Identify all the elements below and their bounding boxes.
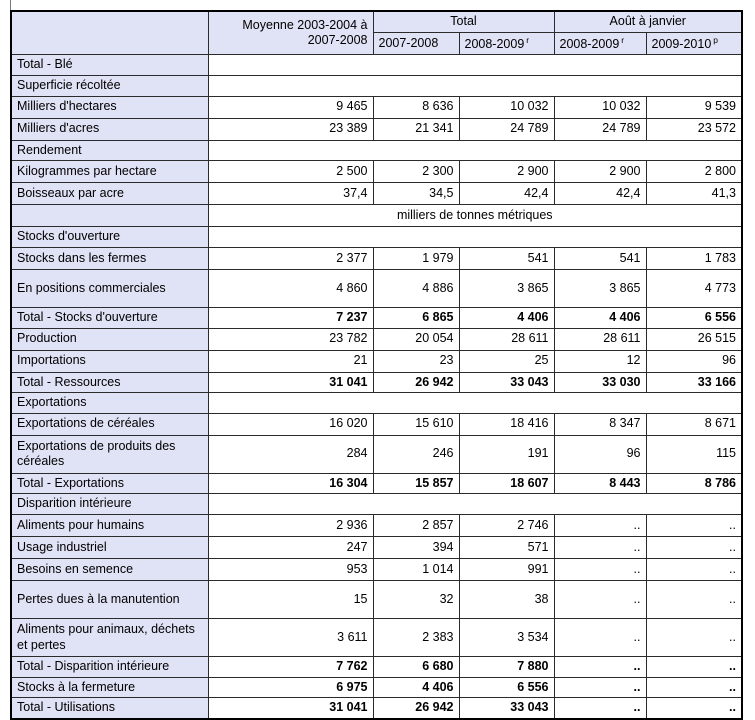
data-cell: .. [554, 515, 646, 537]
section-header-label: Exportations [11, 393, 208, 414]
header-group-august-january: Août à janvier [554, 11, 742, 32]
data-cell: 2 746 [459, 515, 554, 537]
data-cell: .. [554, 657, 646, 678]
data-cell: 3 611 [208, 619, 373, 657]
row-label: En positions commerciales [11, 269, 208, 307]
data-cell: .. [646, 581, 742, 619]
table-row [11, 559, 742, 581]
table-row [11, 677, 742, 698]
table-row [11, 350, 742, 372]
data-cell: 20 054 [373, 328, 459, 350]
header-total-2007-2008 [373, 32, 459, 55]
header-total-2008-2009 [459, 32, 554, 55]
row-label: Pertes dues à la manutention [11, 581, 208, 619]
table-row [11, 619, 742, 657]
data-cell: .. [554, 677, 646, 698]
header-total-2008-2009-superscript: r [526, 34, 530, 45]
table-row [11, 183, 742, 205]
data-cell: .. [554, 698, 646, 719]
table-row [11, 537, 742, 559]
header-group-total: Total [373, 11, 554, 32]
data-cell: 115 [646, 435, 742, 473]
data-cell: 4 773 [646, 269, 742, 307]
data-cell: 9 539 [646, 96, 742, 118]
data-cell: 2 500 [208, 161, 373, 183]
data-cell: 31 041 [208, 698, 373, 719]
table-row [11, 413, 742, 435]
data-cell: 37,4 [208, 183, 373, 205]
data-cell: 12 [554, 350, 646, 372]
row-label: Importations [11, 350, 208, 372]
data-cell: 7 237 [208, 307, 373, 328]
data-cell: 2 377 [208, 247, 373, 269]
data-cell: 6 556 [459, 677, 554, 698]
table-row [11, 307, 742, 328]
data-cell: 1 979 [373, 247, 459, 269]
data-cell: 41,3 [646, 183, 742, 205]
total-row-label: Total - Exportations [11, 473, 208, 494]
section-blank-cell [208, 76, 742, 97]
data-cell: 23 389 [208, 118, 373, 140]
section-blank-cell [208, 140, 742, 161]
table-row [11, 657, 742, 678]
data-cell: 953 [208, 559, 373, 581]
header-average-line1: Moyenne 2003-2004 à [242, 17, 368, 32]
data-cell: .. [646, 559, 742, 581]
data-cell: .. [646, 677, 742, 698]
data-cell: 21 341 [373, 118, 459, 140]
data-cell: 16 304 [208, 473, 373, 494]
header-corner-cell [11, 11, 208, 55]
row-label: Besoins en semence [11, 559, 208, 581]
data-cell: 7 762 [208, 657, 373, 678]
data-cell: 541 [554, 247, 646, 269]
data-cell: 6 865 [373, 307, 459, 328]
data-cell: .. [646, 657, 742, 678]
row-label: Kilogrammes par hectare [11, 161, 208, 183]
data-cell: 15 610 [373, 413, 459, 435]
total-row-label: Total - Utilisations [11, 698, 208, 719]
row-label: Exportations de produits des céréales [11, 435, 208, 473]
table-row [11, 581, 742, 619]
data-cell: 33 030 [554, 372, 646, 393]
row-label: Stocks dans les fermes [11, 247, 208, 269]
header-augjan-2009-2010-superscript: p [713, 34, 719, 45]
data-cell: 246 [373, 435, 459, 473]
data-cell: 6 975 [208, 677, 373, 698]
data-cell: 21 [208, 350, 373, 372]
data-cell: 25 [459, 350, 554, 372]
data-cell: 42,4 [554, 183, 646, 205]
data-cell: 2 900 [554, 161, 646, 183]
data-cell: 8 347 [554, 413, 646, 435]
data-cell: 8 443 [554, 473, 646, 494]
data-cell: 23 572 [646, 118, 742, 140]
table-row [11, 372, 742, 393]
data-cell: 8 671 [646, 413, 742, 435]
total-row-label: Stocks à la fermeture [11, 677, 208, 698]
row-label: Milliers d'acres [11, 118, 208, 140]
data-cell: 23 [373, 350, 459, 372]
row-label: Milliers d'hectares [11, 96, 208, 118]
table-row [11, 269, 742, 307]
header-total-2007-2008-label: 2007-2008 [378, 35, 439, 50]
row-label: Production [11, 328, 208, 350]
data-cell: 33 043 [459, 698, 554, 719]
data-cell: 26 942 [373, 372, 459, 393]
data-cell: 10 032 [459, 96, 554, 118]
data-cell: 33 043 [459, 372, 554, 393]
table-row [11, 140, 742, 161]
data-cell: 26 515 [646, 328, 742, 350]
data-cell: 8 636 [373, 96, 459, 118]
table-row [11, 247, 742, 269]
table-body [11, 55, 742, 719]
data-cell: 2 857 [373, 515, 459, 537]
row-label: Boisseaux par acre [11, 183, 208, 205]
section-header-label: Disparition intérieure [11, 494, 208, 515]
data-cell: 33 166 [646, 372, 742, 393]
table-row [11, 161, 742, 183]
header-total-2008-2009-label: 2008-2009 [464, 36, 525, 51]
data-cell: 2 900 [459, 161, 554, 183]
data-cell: 4 406 [554, 307, 646, 328]
data-cell: 2 300 [373, 161, 459, 183]
table-row [11, 205, 742, 227]
section-header-label: Rendement [11, 140, 208, 161]
section-blank-cell [208, 227, 742, 248]
data-cell: 7 880 [459, 657, 554, 678]
data-cell: 34,5 [373, 183, 459, 205]
data-cell: 38 [459, 581, 554, 619]
data-cell: 991 [459, 559, 554, 581]
data-cell: 15 857 [373, 473, 459, 494]
data-cell: 541 [459, 247, 554, 269]
section-blank-cell [208, 494, 742, 515]
data-cell: 10 032 [554, 96, 646, 118]
data-cell: .. [554, 619, 646, 657]
data-cell: 394 [373, 537, 459, 559]
data-cell: .. [646, 698, 742, 719]
data-cell: 42,4 [459, 183, 554, 205]
total-row-label: Total - Disparition intérieure [11, 657, 208, 678]
header-average-period [208, 11, 373, 55]
data-cell: 4 406 [373, 677, 459, 698]
row-label: Aliments pour animaux, déchets et pertes [11, 619, 208, 657]
header-augjan-2009-2010-label: 2009-2010 [651, 36, 712, 51]
section-header-label: Stocks d'ouverture [11, 227, 208, 248]
table-row [11, 393, 742, 414]
header-augjan-2008-2009 [554, 32, 646, 55]
section-blank-cell [208, 55, 742, 76]
data-cell: 284 [208, 435, 373, 473]
table-row [11, 328, 742, 350]
data-cell: .. [554, 537, 646, 559]
data-cell: 6 680 [373, 657, 459, 678]
data-cell: 4 860 [208, 269, 373, 307]
data-cell: 15 [208, 581, 373, 619]
data-cell: 9 465 [208, 96, 373, 118]
table-row [11, 515, 742, 537]
table-row [11, 227, 742, 248]
data-cell: 2 936 [208, 515, 373, 537]
data-cell: 571 [459, 537, 554, 559]
data-cell: 1 014 [373, 559, 459, 581]
row-label: Usage industriel [11, 537, 208, 559]
data-cell: 3 865 [459, 269, 554, 307]
wheat-supply-disposition-table [10, 10, 743, 720]
data-cell: .. [646, 515, 742, 537]
data-cell: 28 611 [459, 328, 554, 350]
total-row-label: Total - Stocks d'ouverture [11, 307, 208, 328]
section-header-label: Superficie récoltée [11, 76, 208, 97]
header-augjan-2008-2009-superscript: r [621, 34, 625, 45]
data-cell: 96 [554, 435, 646, 473]
header-augjan-2009-2010 [646, 32, 742, 55]
table-row [11, 118, 742, 140]
data-cell: 4 886 [373, 269, 459, 307]
data-cell: 96 [646, 350, 742, 372]
data-cell: .. [554, 581, 646, 619]
data-cell: 26 942 [373, 698, 459, 719]
row-label: Aliments pour humains [11, 515, 208, 537]
data-cell: 3 534 [459, 619, 554, 657]
row-label [11, 205, 208, 227]
data-cell: 2 800 [646, 161, 742, 183]
data-cell: 18 416 [459, 413, 554, 435]
section-blank-cell [208, 393, 742, 414]
total-row-label: Total - Ressources [11, 372, 208, 393]
data-cell: 24 789 [459, 118, 554, 140]
table-row [11, 494, 742, 515]
table-row [11, 76, 742, 97]
data-cell: 28 611 [554, 328, 646, 350]
table-row [11, 435, 742, 473]
data-cell: 8 786 [646, 473, 742, 494]
data-cell: 32 [373, 581, 459, 619]
data-cell: 6 556 [646, 307, 742, 328]
data-cell: 16 020 [208, 413, 373, 435]
data-cell: 191 [459, 435, 554, 473]
data-cell: 3 865 [554, 269, 646, 307]
data-cell: 31 041 [208, 372, 373, 393]
data-cell: 2 383 [373, 619, 459, 657]
data-cell: 23 782 [208, 328, 373, 350]
data-cell: .. [554, 559, 646, 581]
table-row [11, 698, 742, 719]
section-header-label: Total - Blé [11, 55, 208, 76]
table-row [11, 96, 742, 118]
data-cell: 18 607 [459, 473, 554, 494]
table-row [11, 55, 742, 76]
table-header [11, 11, 742, 55]
header-average-line2: 2007-2008 [307, 33, 368, 48]
header-row-groups [11, 11, 742, 32]
data-cell: 24 789 [554, 118, 646, 140]
data-cell: .. [646, 537, 742, 559]
header-augjan-2008-2009-label: 2008-2009 [559, 36, 620, 51]
unit-note: milliers de tonnes métriques [208, 205, 742, 227]
data-cell: 247 [208, 537, 373, 559]
data-cell: .. [646, 619, 742, 657]
table-row [11, 473, 742, 494]
row-label: Exportations de céréales [11, 413, 208, 435]
data-cell: 1 783 [646, 247, 742, 269]
data-cell: 4 406 [459, 307, 554, 328]
